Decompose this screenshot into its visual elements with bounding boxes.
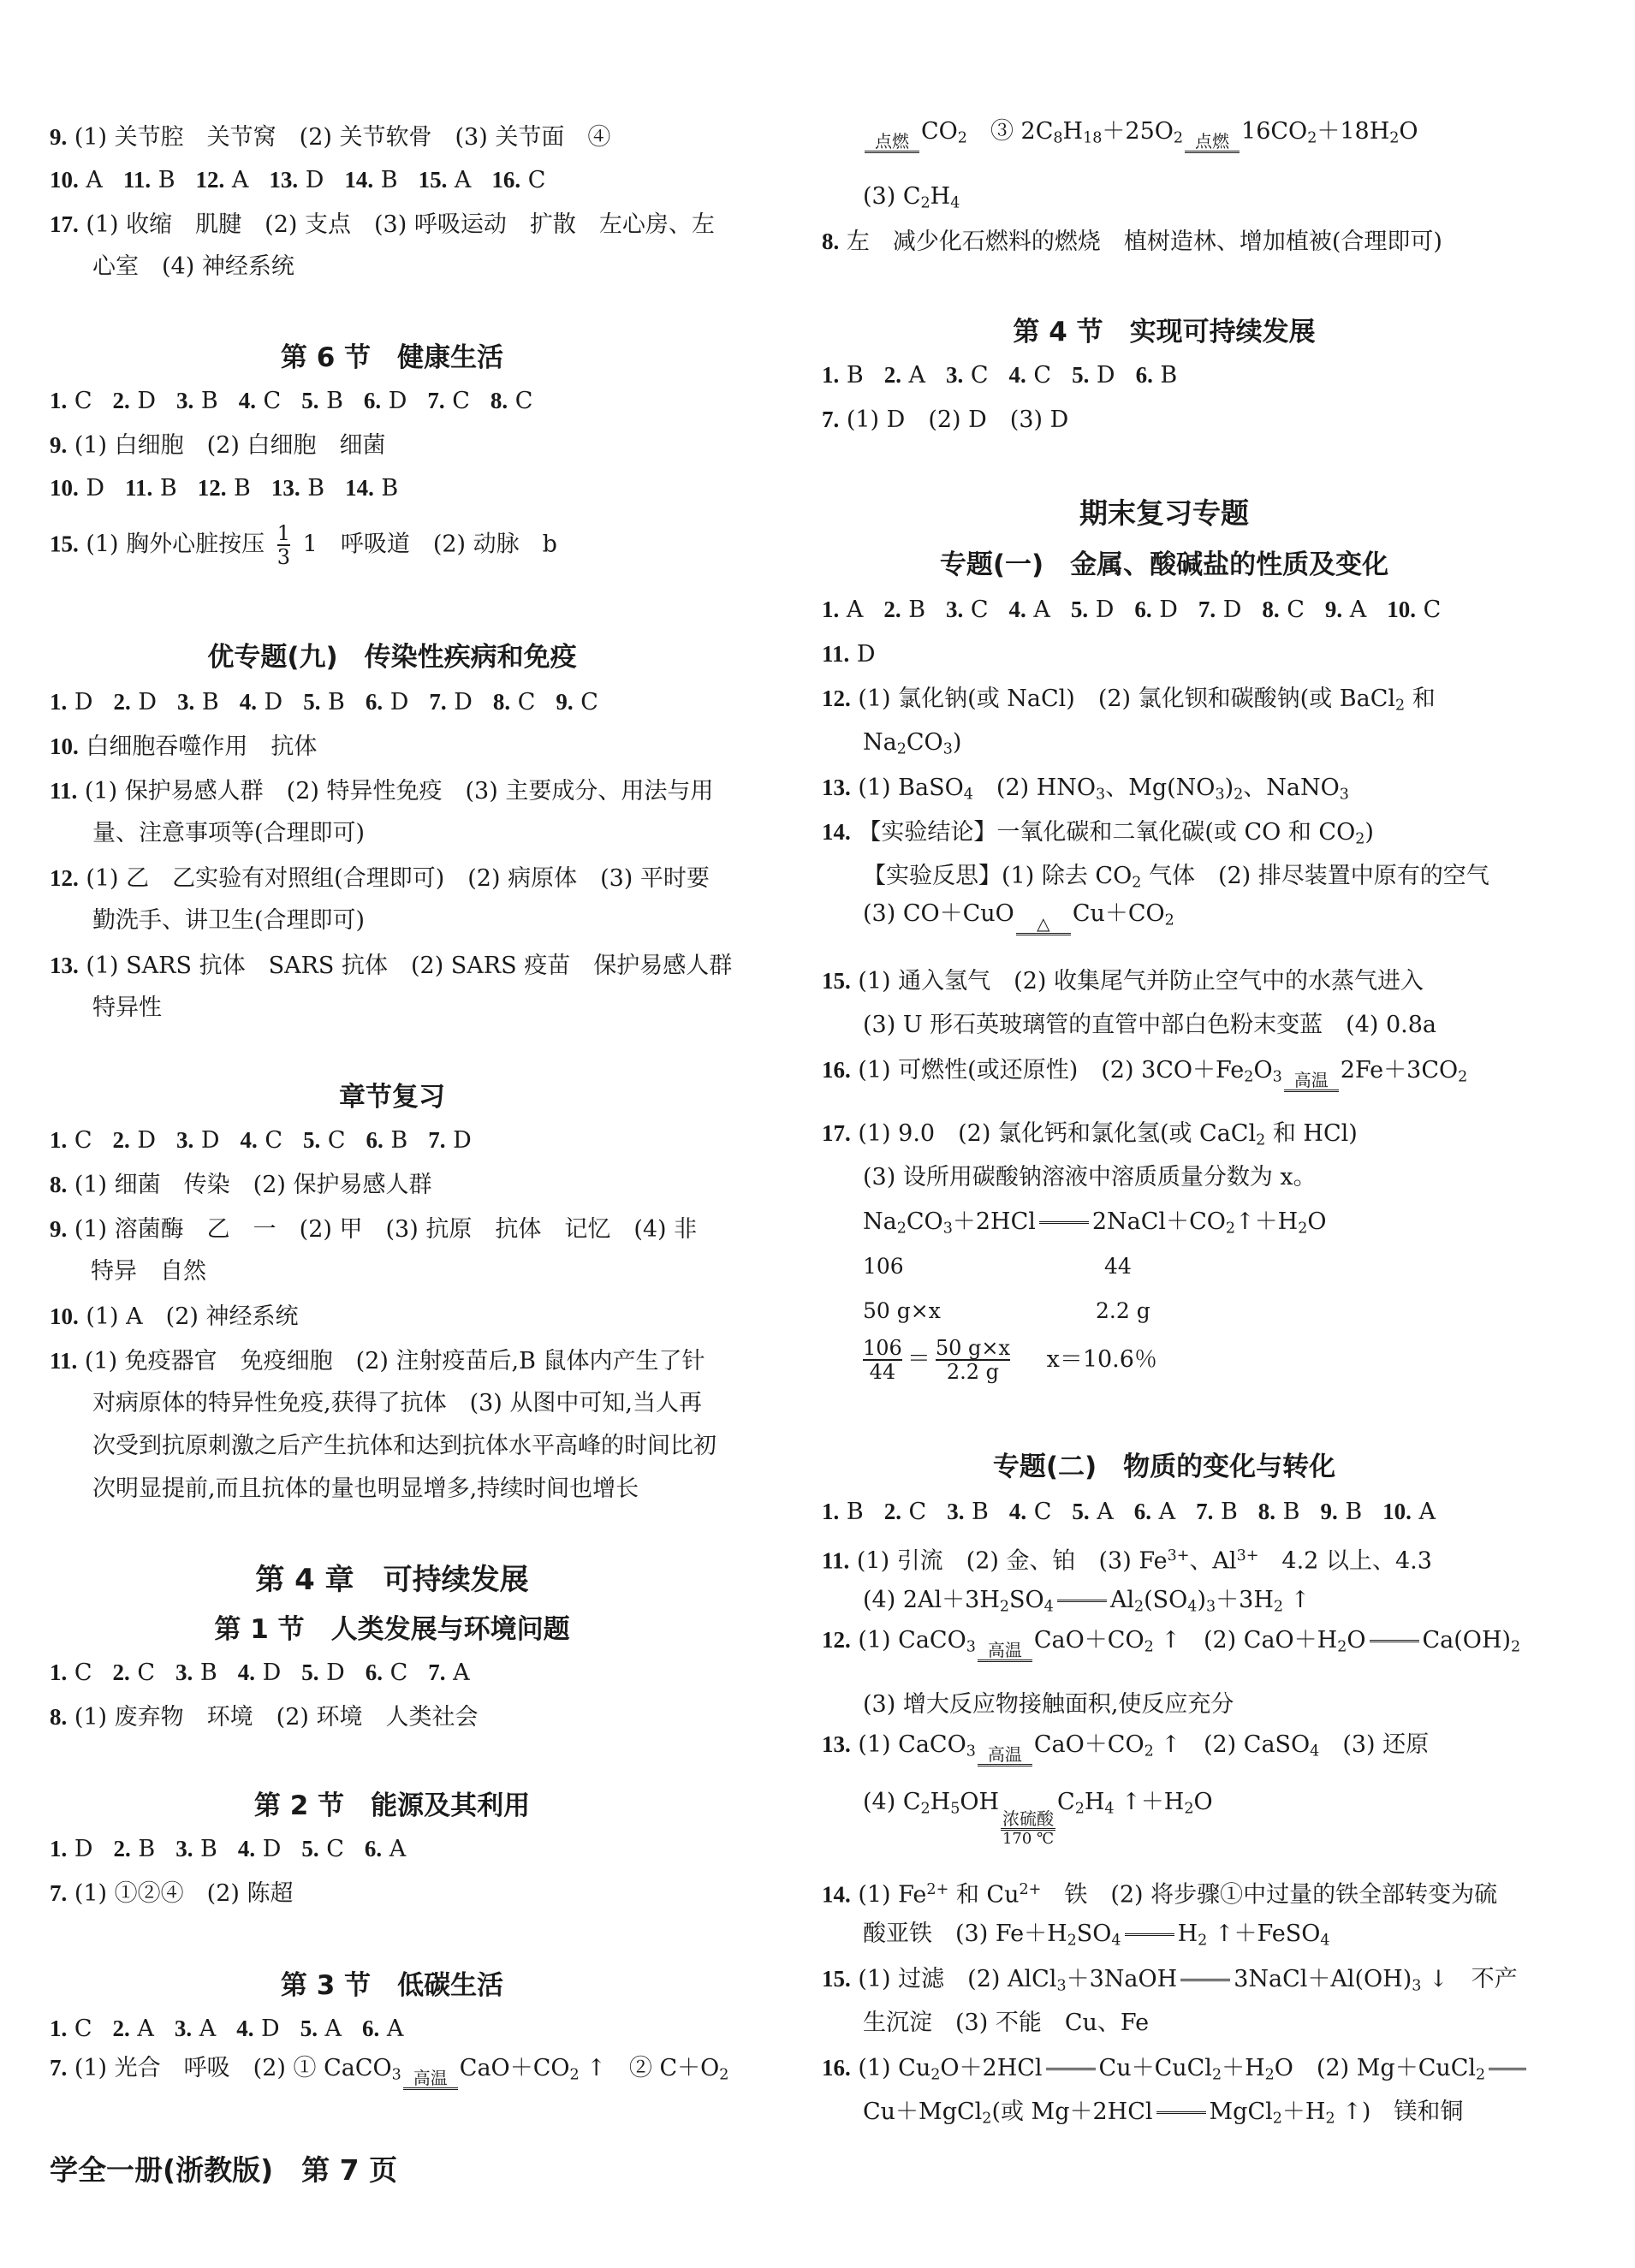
rev-answer-11-cont1: 对病原体的特异性免疫,获得了抗体 (3) 从图中可知,当人再 bbox=[92, 1390, 702, 1416]
t1-answer-11: 11. D bbox=[822, 641, 876, 668]
t2-answer-14: 14. (1) $Fe^{2+}$ 和 $Cu^{2+}$ 铁 (2) 将步骤①中过量的铁全部转变为硫 bbox=[822, 1881, 1498, 1909]
t1-answer-15-cont: (3) U 形石英玻璃管的直管中部白色粉末变蓝 (4) 0.8a bbox=[863, 1012, 1437, 1038]
sec6-answer-9: 9. (1) 白细胞 (2) 白细胞 细菌 bbox=[50, 432, 386, 459]
rev-answer-11: 11. (1) 免疫器官 免疫细胞 (2) 注射疫苗后,B 鼠体内产生了针 bbox=[50, 1348, 705, 1374]
t2-answer-11: 11. (1) 引流 (2) 金、铂 (3) $Fe^{3+}$、$Al^{3+}$ 4.2 以上、4.3 bbox=[822, 1547, 1432, 1575]
rev-answer-9-cont: 特异 自然 bbox=[91, 1258, 206, 1285]
chapter-review-title: 章节复习 bbox=[339, 1082, 445, 1113]
rev-answer-9: 9. (1) 溶菌酶 乙 一 (2) 甲 (3) 抗原 抗体 记忆 (4) 非 bbox=[50, 1216, 698, 1243]
c43-answer-7-cont: 点燃 $CO_2$ ③ $2C_8H_{18}+25O_2$ 点燃 $16CO_2+18H_2O$ bbox=[863, 116, 1418, 164]
c43-answers-1-6: 1. C 2. A 3. A 4. D 5. A 6. A bbox=[50, 2016, 404, 2042]
t2-answer-16-cont: Cu＋MgCl$_2$(或 Mg＋2HCl $MgCl_2+H_2$ ↑) 镁和铜 bbox=[863, 2099, 1464, 2128]
t2-answer-11-cont: (4) $2Al+3H_2SO_4$ $Al_2(SO_4)_3+3H_2$ ↑ bbox=[863, 1587, 1311, 1616]
page-footer: 学全一册(浙教版) 第 7 页 bbox=[50, 2153, 398, 2187]
y9-answer-11-cont: 量、注意事项等(合理即可) bbox=[92, 820, 366, 846]
t1-answer-17-equation: $Na_2CO_3+2HCl$ $2NaCl+CO_2↑+H_2O$ bbox=[863, 1208, 1327, 1238]
reaction-condition: △ bbox=[1016, 914, 1071, 935]
c44-answers-1-6: 1. B 2. A 3. C 4. C 5. D 6. B bbox=[822, 362, 1178, 389]
y9-answer-12: 12. (1) 乙 乙实验有对照组(合理即可) (2) 病原体 (3) 平时要 bbox=[50, 865, 710, 892]
ch4-section-4-title: 第 4 节 实现可持续发展 bbox=[1013, 317, 1316, 347]
fraction: $\frac{1}{3}$ bbox=[276, 521, 291, 569]
final-review-title: 期末复习专题 bbox=[1079, 496, 1249, 530]
t1-answer-12-cont: $Na_2CO_3$) bbox=[863, 729, 962, 758]
rev-answers-1-7: 1. C 2. D 3. D 4. C 5. C 6. B 7. D bbox=[50, 1127, 472, 1154]
reaction-condition: 点燃 bbox=[865, 132, 919, 153]
t2-answer-16: 16. (1) $Cu_2O+2HCl$ $Cu+CuCl_2+H_2O$ (2) Mg＋CuCl$_2$ bbox=[822, 2052, 1530, 2083]
c44-answer-7: 7. (1) D (2) D (3) D bbox=[822, 407, 1069, 433]
equals-sign bbox=[1039, 1221, 1089, 1224]
equals-sign bbox=[1156, 2111, 1206, 2114]
ch4-section-1-title: 第 1 节 人类发展与环境问题 bbox=[214, 1614, 570, 1645]
reaction-condition: 点燃 bbox=[1185, 132, 1240, 153]
t1-answer-17-molar: 106 bbox=[863, 1254, 904, 1279]
rev-answer-11-cont2: 次受到抗原刺激之后产生抗体和达到抗体水平高峰的时间比初 bbox=[92, 1433, 716, 1459]
t1-answer-14: 14. 【实验结论】一氧化碳和二氧化碳(或 CO 和 $CO_2$) bbox=[822, 819, 1374, 848]
c42-answers-1-6: 1. D 2. B 3. B 4. D 5. C 6. A bbox=[50, 1836, 407, 1862]
t1-answer-14-reflect: 【实验反思】(1) 除去 $CO_2$ 气体 (2) 排尽装置中原有的空气 bbox=[863, 863, 1489, 892]
t1-answer-17-mass: 50 g×x bbox=[863, 1298, 941, 1323]
equals-sign bbox=[1046, 2068, 1096, 2070]
t1-answer-17-ratio: $\frac{106}{44}$ ＝ $\frac{50 g\times x}{2.2 g}$ x＝10.6％ bbox=[863, 1336, 1157, 1384]
t2-answer-15: 15. (1) 过滤 (2) AlCl$_3$＋3NaOH $3NaCl+Al(OH)_3$ ↓ 不产 bbox=[822, 1966, 1518, 1995]
y9-answer-10: 10. 白细胞吞噬作用 抗体 bbox=[50, 733, 318, 760]
t2-answer-12: 12. (1) CaCO$_3$ 高温 $CaO+CO_2$ ↑ (2) $CaO+H_2O$ $Ca(OH)_2$ bbox=[822, 1627, 1521, 1661]
t2-answer-13: 13. (1) CaCO$_3$ 高温 $CaO+CO_2$ ↑ (2) CaSO$_4$ (3) 还原 bbox=[822, 1731, 1430, 1766]
t1-answer-16: 16. (1) 可燃性(或还原性) (2) $3CO+Fe_2O_3$ 高温 $2Fe+3CO_2$ bbox=[822, 1057, 1468, 1091]
t1-answers-1-10: 1. A 2. B 3. C 4. A 5. D 6. D 7. D 8. C 9. A 10. C bbox=[822, 597, 1442, 623]
reaction-condition: 高温 bbox=[978, 1641, 1032, 1662]
equals-sign bbox=[1489, 2068, 1526, 2070]
t1-answer-17-mass2: 2.2 g bbox=[1096, 1298, 1150, 1323]
equals-sign bbox=[1180, 1979, 1230, 1981]
rev-answer-10: 10. (1) A (2) 神经系统 bbox=[50, 1303, 299, 1330]
y9-answer-11: 11. (1) 保护易感人群 (2) 特异性免疫 (3) 主要成分、用法与用 bbox=[50, 778, 714, 804]
reaction-condition: 高温 bbox=[403, 2069, 458, 2090]
ch4-section-3-title: 第 3 节 低碳生活 bbox=[280, 1970, 504, 2001]
t2-answer-12-cont: (3) 增大反应物接触面积,使反应充分 bbox=[863, 1691, 1234, 1718]
ch4-section-2-title: 第 2 节 能源及其利用 bbox=[253, 1790, 531, 1821]
answer-9: 9. (1) 关节腔 关节窝 (2) 关节软骨 (3) 关节面 ④ bbox=[50, 124, 611, 151]
rev-answer-11-cont3: 次明显提前,而且抗体的量也明显增多,持续时间也增长 bbox=[92, 1475, 639, 1502]
fraction: $\frac{50 g\times x}{2.2 g}$ bbox=[935, 1336, 1010, 1384]
t2-answer-15-cont: 生沉淀 (3) 不能 Cu、Fe bbox=[863, 2010, 1150, 2036]
answer-17-cont: 心室 (4) 神经系统 bbox=[92, 253, 294, 280]
chapter-4-title: 第 4 章 可持续发展 bbox=[255, 1563, 529, 1597]
answer-17: 17. (1) 收缩 肌腱 (2) 支点 (3) 呼吸运动 扩散 左心房、左 bbox=[50, 211, 715, 238]
equals-sign bbox=[1125, 1933, 1174, 1936]
t2-answers-1-10: 1. B 2. C 3. B 4. C 5. A 6. A 7. B 8. B 9. B 10. A bbox=[822, 1499, 1436, 1525]
t1-answer-17-molar2: 44 bbox=[1104, 1254, 1132, 1279]
t1-answer-12: 12. (1) 氯化钠(或 NaCl) (2) 氯化钡和碳酸钠(或 BaCl$_2$ 和 bbox=[822, 686, 1436, 715]
c43-answer-7: 7. (1) 光合 呼吸 (2) ① CaCO$_3$ 高温 $CaO+CO_2$ ↑ ② $C+O_2$ bbox=[50, 2055, 729, 2089]
sec6-answer-15: 15. (1) 胸外心脏按压 $\frac{1}{3}$ 1 呼吸道 (2) 动脉 b bbox=[50, 521, 557, 569]
t2-answer-14-cont: 酸亚铁 (3) $Fe+H_2SO_4$ $H_2$ ↑＋FeSO$_4$ bbox=[863, 1921, 1330, 1950]
topic-1-title: 专题(一) 金属、酸碱盐的性质及变化 bbox=[939, 549, 1389, 580]
t1-answer-17: 17. (1) 9.0 (2) 氯化钙和氯化氢(或 CaCl$_2$ 和 HCl) bbox=[822, 1120, 1358, 1149]
c43-answer-7-cont2: (3) $C_2H_4$ bbox=[863, 183, 960, 212]
reaction-condition: 浓硫酸 170 ℃ bbox=[1002, 1808, 1055, 1848]
reaction-condition: 高温 bbox=[978, 1745, 1032, 1766]
c42-answer-7: 7. (1) ①②④ (2) 陈超 bbox=[50, 1880, 294, 1907]
t1-answer-13: 13. (1) BaSO$_4$ (2) $HNO_3$、$Mg(NO_3)_2$、NaNO$_3$ bbox=[822, 775, 1349, 804]
equals-sign bbox=[1370, 1640, 1419, 1642]
y9-answers-1-9: 1. D 2. D 3. B 4. D 5. B 6. D 7. D 8. C 9. C bbox=[50, 689, 598, 715]
reaction-condition: 高温 bbox=[1284, 1071, 1339, 1092]
sec6-answers-10-14: 10. D 11. B 12. B 13. B 14. B bbox=[50, 475, 399, 502]
c43-answer-8: 8. 左 减少化石燃料的燃烧 植树造林、增加植被(合理即可) bbox=[822, 229, 1442, 255]
y9-answer-12-cont: 勤洗手、讲卫生(合理即可) bbox=[92, 907, 366, 934]
t1-answer-15: 15. (1) 通入氢气 (2) 收集尾气并防止空气中的水蒸气进入 bbox=[822, 968, 1424, 994]
c41-answer-8: 8. (1) 废弃物 环境 (2) 环境 人类社会 bbox=[50, 1704, 479, 1731]
y9-answer-13: 13. (1) SARS 抗体 SARS 抗体 (2) SARS 疫苗 保护易感人群 bbox=[50, 953, 733, 979]
t1-answer-17-setup: (3) 设所用碳酸钠溶液中溶质质量分数为 x。 bbox=[863, 1164, 1317, 1190]
t2-answer-13-cont: (4) $C_2H_5OH$ 浓硫酸 170 ℃ $C_2H_4$ $↑+H_2O$ bbox=[863, 1789, 1213, 1848]
t1-answer-14-eq: (3) CO＋CuO △ $Cu+CO_2$ bbox=[863, 900, 1174, 935]
answers-10-16: 10. A 11. B 12. A 13. D 14. B 15. A 16. C bbox=[50, 167, 546, 193]
special-topic-9-title: 优专题(九) 传染性疾病和免疫 bbox=[207, 642, 577, 673]
rev-answer-8: 8. (1) 细菌 传染 (2) 保护易感人群 bbox=[50, 1172, 432, 1198]
sec6-answers-1-8: 1. C 2. D 3. B 4. C 5. B 6. D 7. C 8. C bbox=[50, 388, 533, 414]
y9-answer-13-cont: 特异性 bbox=[92, 994, 162, 1021]
equals-sign bbox=[1057, 1600, 1107, 1602]
section-6-title: 第 6 节 健康生活 bbox=[280, 342, 504, 373]
topic-2-title: 专题(二) 物质的变化与转化 bbox=[992, 1452, 1336, 1482]
fraction: $\frac{106}{44}$ bbox=[863, 1336, 902, 1384]
c41-answers-1-7: 1. C 2. C 3. B 4. D 5. D 6. C 7. A bbox=[50, 1659, 470, 1686]
